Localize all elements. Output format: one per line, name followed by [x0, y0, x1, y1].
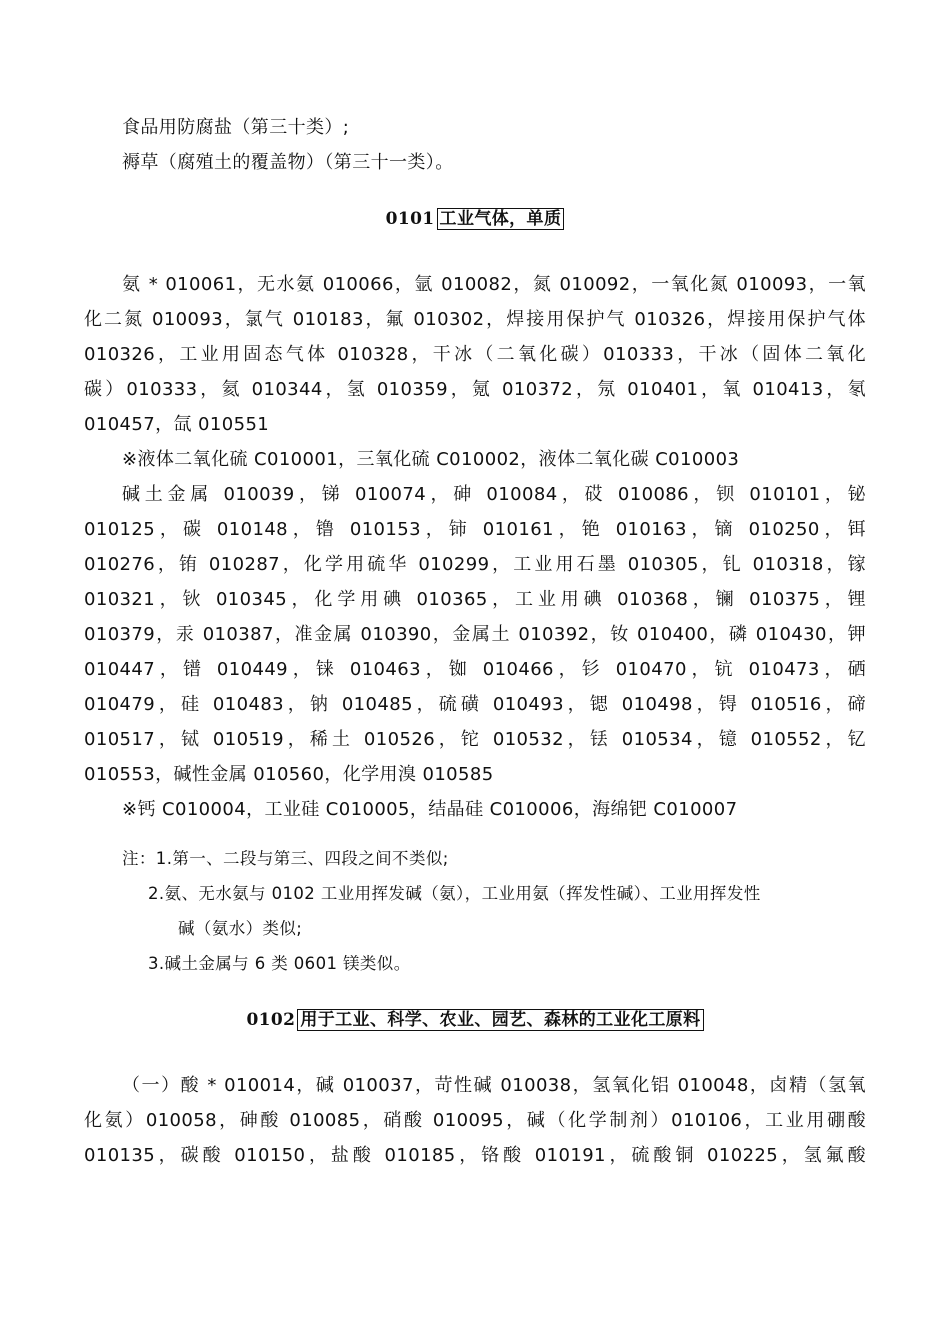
paragraph-line: 碳）010333，氦 010344，氢 010359，氪 010372，氖 010401，氧 010413，氡 — [84, 379, 866, 400]
paragraph-line: 化氨）010058，砷酸 010085，硝酸 010095，碱（化学制剂）010106，工业用硼酸 — [84, 1110, 866, 1131]
paragraph-line: 010447，镨 010449，铼 010463，铷 010466，钐 010470，钪 010473，硒 — [84, 659, 866, 680]
section-title: 工业气体，单质 — [437, 208, 565, 230]
paragraph-line: 010517，铽 010519，稀土 010526，铊 010532，铥 010534，镱 010552，钇 — [84, 729, 866, 750]
paragraph-line: 010379，汞 010387，准金属 010390，金属土 010392，钕 010400，磷 010430，钾 — [84, 624, 866, 645]
paragraph-line: 010326，工业用固态气体 010328，干冰（二氧化碳）010333，干冰（固体二氧化 — [84, 344, 866, 365]
paragraph-line: 010135，碳酸 010150，盐酸 010185，铬酸 010191，硫酸铜 010225，氢氟酸 — [84, 1145, 866, 1166]
intro-line: 食品用防腐盐（第三十类）; — [122, 117, 350, 138]
paragraph-line: 010125，碳 010148，镥 010153，铈 010161，铯 010163，镝 010250，铒 — [84, 519, 866, 540]
note-item-continuation: 碱（氨水）类似; — [178, 919, 303, 938]
note-item: 2.氨、无水氨与 0102 工业用挥发碱（氨），工业用氨（挥发性碱）、工业用挥发性 — [148, 884, 761, 903]
paragraph-line: 010553，碱性金属 010560，化学用溴 010585 — [84, 764, 494, 785]
paragraph-line: 010321，钬 010345，化学用碘 010365，工业用碘 010368，镧 010375，锂 — [84, 589, 866, 610]
supplement-line: ※液体二氧化硫 C010001，三氧化硫 C010002，液体二氧化碳 C010003 — [122, 449, 740, 470]
paragraph-line: 化二氮 010093，氯气 010183，氟 010302，焊接用保护气 010326，焊接用保护气体 — [84, 309, 866, 330]
paragraph-line: （一）酸 * 010014，碱 010037，苛性碱 010038，氢氧化铝 010048，卤精（氢氧 — [122, 1075, 866, 1096]
paragraph-line: 010276，铕 010287，化学用硫华 010299，工业用石墨 010305，钆 010318，镓 — [84, 554, 866, 575]
note-item: 注：1.第一、二段与第三、四段之间不类似; — [122, 849, 449, 868]
paragraph-line: 碱土金属 010039，锑 010074，砷 010084，砹 010086，钡 010101，铋 — [122, 484, 866, 505]
paragraph-line: 010457，氙 010551 — [84, 414, 270, 435]
section-code: 0102 — [246, 1010, 296, 1030]
section-title: 用于工业、科学、农业、园艺、森林的工业化工原料 — [297, 1009, 703, 1031]
intro-line: 褥草（腐殖土的覆盖物）（第三十一类）。 — [122, 152, 454, 173]
paragraph-line: 010479，硅 010483，钠 010485，硫磺 010493，锶 010498，锝 010516，碲 — [84, 694, 866, 715]
section-heading — [84, 1003, 866, 1038]
note-item: 3.碱土金属与 6 类 0601 镁类似。 — [148, 954, 411, 973]
section-code: 0101 — [385, 209, 435, 229]
supplement-line: ※钙 C010004，工业硅 C010005，结晶硅 C010006，海绵钯 C010007 — [122, 799, 738, 820]
section-heading — [84, 202, 866, 237]
document-page — [84, 110, 866, 1173]
paragraph-line: 氨 * 010061，无水氨 010066，氩 010082，氮 010092，一氧化氮 010093，一氧 — [122, 274, 866, 295]
